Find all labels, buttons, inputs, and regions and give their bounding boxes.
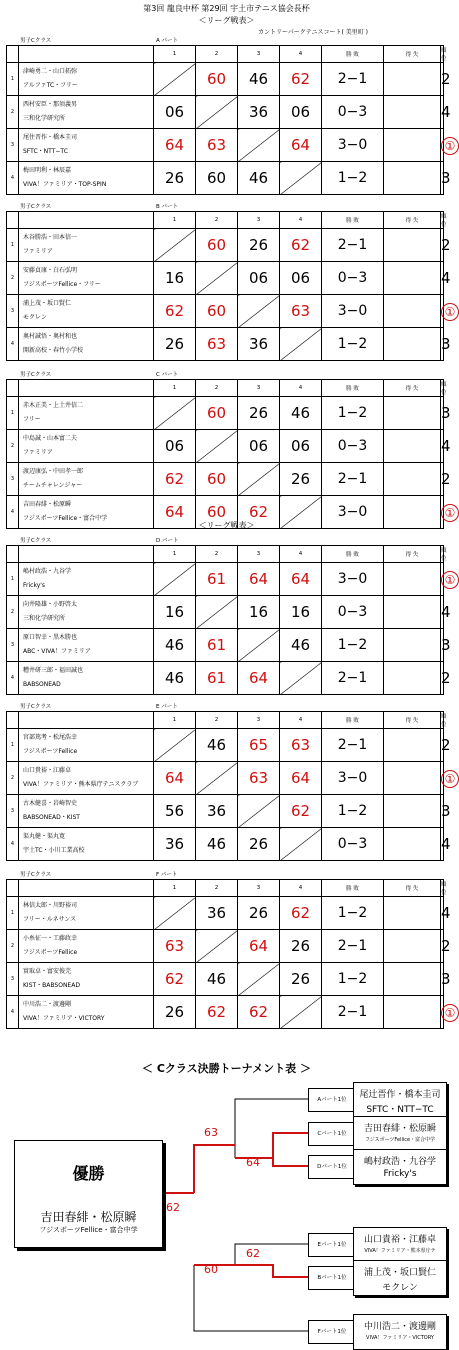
rank-value: 2 xyxy=(441,236,451,254)
player-names: 向井隆雄・小野啓太 xyxy=(23,601,78,608)
score-cell: 62 xyxy=(280,63,322,96)
header-lose: 得 失 xyxy=(384,46,441,63)
class-label: 男子Cクラス xyxy=(20,704,52,710)
record-cell: 2−1 xyxy=(322,63,384,96)
row-number: 4 xyxy=(7,162,19,195)
rank-value: ① xyxy=(441,1004,459,1022)
record-cell: 2−1 xyxy=(322,463,384,496)
header-col: 3 xyxy=(238,380,280,397)
score-cell: 62 xyxy=(196,996,238,1029)
score-cell: 63 xyxy=(196,129,238,162)
entry-names: 浦上茂・坂口賢仁 xyxy=(363,1268,436,1278)
row-number: 1 xyxy=(7,729,19,762)
score-cell: 26 xyxy=(280,463,322,496)
score-cell: 64 xyxy=(154,762,196,795)
score-cell: 16 xyxy=(154,262,196,295)
header-record: 勝 敗 xyxy=(322,880,384,897)
entry-team: VIVA！ファミリア・VICTORY xyxy=(366,1335,434,1341)
score-cell: 46 xyxy=(238,162,280,195)
pool-label: F パート xyxy=(156,872,178,878)
score-cell: 26 xyxy=(238,897,280,930)
score-cell: 06 xyxy=(238,262,280,295)
player-names: 奥村誠悟・奥村和也 xyxy=(23,333,78,340)
rank-value: 3 xyxy=(441,335,451,353)
score-cell: 64 xyxy=(280,563,322,596)
record-cell: 2−1 xyxy=(322,662,384,695)
header-lose: 得 失 xyxy=(384,212,441,229)
player-team: SFTC・NTT−TC xyxy=(23,148,68,155)
header-col: 2 xyxy=(196,880,238,897)
player-names: 中川浩二・渡邊剛 xyxy=(23,1001,72,1008)
score-cell: 61 xyxy=(196,563,238,596)
score-62-semi: 62 xyxy=(246,1247,260,1260)
score-cell: 06 xyxy=(154,96,196,129)
player-team: ABC・VIVA！ファミリア xyxy=(23,648,91,655)
record-cell: 1−2 xyxy=(322,328,384,361)
score-cell: 60 xyxy=(196,397,238,430)
player-team: フリー・ルネサンス xyxy=(23,916,77,923)
record-cell: 3−0 xyxy=(322,295,384,328)
entry-box xyxy=(353,1227,447,1263)
row-number: 2 xyxy=(7,596,19,629)
header-col: 2 xyxy=(196,212,238,229)
player-team: フジスポーツFellice xyxy=(23,949,78,956)
row-number: 3 xyxy=(7,963,19,996)
winner-box xyxy=(14,1140,163,1248)
player-team: VIVA！ファミリア・VICTORY xyxy=(23,1015,105,1022)
row-number: 2 xyxy=(7,262,19,295)
record-cell: 1−2 xyxy=(322,897,384,930)
row-number: 1 xyxy=(7,897,19,930)
player-names: 吉田春緋・松原瞬 xyxy=(23,501,72,508)
player-team: フジスポーツFellice・富合中学 xyxy=(23,515,108,522)
score-cell: 26 xyxy=(280,930,322,963)
tournament-title: ＜ Cクラス決勝トーナメント表 ＞ xyxy=(142,1062,311,1075)
player-names: 梅田明利・林辰嘉 xyxy=(23,167,72,174)
row-number: 1 xyxy=(7,63,19,96)
score-cell: 62 xyxy=(280,795,322,828)
header-rank: 順 位 xyxy=(441,880,444,897)
score-cell: 64 xyxy=(280,762,322,795)
score-cell: 60 xyxy=(196,162,238,195)
score-cell: 16 xyxy=(280,596,322,629)
score-60: 60 xyxy=(204,1263,218,1276)
class-label: 男子Cクラス xyxy=(20,872,52,878)
score-cell: 62 xyxy=(280,897,322,930)
player-names: 津崎勇二・山口拓弥 xyxy=(23,68,78,75)
header-rank: 順 位 xyxy=(441,380,444,397)
row-number: 3 xyxy=(7,129,19,162)
header-col: 3 xyxy=(238,546,280,563)
rank-value: 4 xyxy=(441,437,451,455)
pool-label: A パート xyxy=(156,38,179,44)
header-col: 4 xyxy=(280,712,322,729)
record-cell: 2−1 xyxy=(322,229,384,262)
player-team: チームチャレンジャー xyxy=(23,482,83,489)
entry-box xyxy=(353,1260,447,1296)
rank-value: ① xyxy=(441,303,459,321)
score-cell: 63 xyxy=(238,762,280,795)
rank-value: 4 xyxy=(441,269,451,287)
record-cell: 0−3 xyxy=(322,430,384,463)
player-names: 赤木正美・上土井信二 xyxy=(23,402,84,409)
score-cell: 46 xyxy=(196,729,238,762)
score-cell: 60 xyxy=(196,496,238,529)
league-label: ＜リーグ戦表＞ xyxy=(198,16,255,25)
row-number: 4 xyxy=(7,496,19,529)
score-cell: 60 xyxy=(196,295,238,328)
entry-names: 中川浩二・渡邊剛 xyxy=(363,1322,436,1332)
score-cell: 62 xyxy=(154,295,196,328)
record-cell: 3−0 xyxy=(322,762,384,795)
header-record: 勝 敗 xyxy=(322,46,384,63)
row-number: 4 xyxy=(7,996,19,1029)
record-cell: 0−3 xyxy=(322,828,384,861)
row-number: 2 xyxy=(7,762,19,795)
row-number: 4 xyxy=(7,662,19,695)
player-names: 西村安臣・那須義男 xyxy=(23,101,78,108)
rank-value: 3 xyxy=(441,404,451,422)
header-col: 4 xyxy=(280,46,322,63)
header-col: 2 xyxy=(196,546,238,563)
player-names: 安藤貞康・白石弘明 xyxy=(23,267,78,274)
record-cell: 2−1 xyxy=(322,996,384,1029)
entry-box xyxy=(353,1149,447,1185)
header-col: 3 xyxy=(238,712,280,729)
header-col: 2 xyxy=(196,712,238,729)
score-cell: 46 xyxy=(196,963,238,996)
entry-pool-label: Cパート1位 xyxy=(308,1122,356,1146)
score-cell: 56 xyxy=(154,795,196,828)
player-names: 實取卓・富安俊芫 xyxy=(23,968,72,975)
header-col: 4 xyxy=(280,380,322,397)
score-cell: 63 xyxy=(154,930,196,963)
entry-box xyxy=(353,1314,447,1350)
entry-team: Fricky's xyxy=(383,1169,417,1179)
score-cell: 64 xyxy=(280,129,322,162)
score-cell: 63 xyxy=(196,328,238,361)
score-cell: 26 xyxy=(154,162,196,195)
player-names: 渡辺康弘・中田孝一郎 xyxy=(23,468,84,475)
score-cell: 36 xyxy=(238,96,280,129)
rank-value: ① xyxy=(441,504,459,522)
score-cell: 60 xyxy=(196,63,238,96)
pool-label: B パート xyxy=(156,204,179,210)
header-lose: 得 失 xyxy=(384,880,441,897)
player-team: モクレン xyxy=(23,314,47,321)
score-cell: 64 xyxy=(238,563,280,596)
row-number: 1 xyxy=(7,563,19,596)
score-cell: 60 xyxy=(196,229,238,262)
record-cell: 1−2 xyxy=(322,963,384,996)
header-col: 1 xyxy=(154,546,196,563)
league-label-2: ＜リーグ戦表＞ xyxy=(198,521,255,530)
rank-value: 4 xyxy=(441,835,451,853)
score-cell: 46 xyxy=(280,629,322,662)
score-cell: 26 xyxy=(238,828,280,861)
winner-label: 優勝 xyxy=(72,1164,105,1183)
rank-value: 2 xyxy=(441,937,451,955)
header-col: 1 xyxy=(154,712,196,729)
header-col: 2 xyxy=(196,380,238,397)
entry-team: VIVA！ファミリア・熊本県庁テ xyxy=(364,1248,436,1254)
score-cell: 46 xyxy=(154,629,196,662)
entry-team: フジスポーツFellice・富合中学 xyxy=(364,1137,436,1143)
header-col: 3 xyxy=(238,880,280,897)
score-cell: 46 xyxy=(238,63,280,96)
player-team: アルファTC・フリー xyxy=(23,82,78,89)
entry-pool-label: Aパート1位 xyxy=(308,1088,356,1112)
player-team: BABSONEAD・KIST xyxy=(23,814,80,821)
score-cell: 26 xyxy=(154,996,196,1029)
page-title: 第3回 龍良中杯 第29回 宇土市テニス協会長杯 xyxy=(143,4,310,13)
rank-value: 4 xyxy=(441,904,451,922)
header-col: 2 xyxy=(196,46,238,63)
header-col: 3 xyxy=(238,46,280,63)
row-number: 3 xyxy=(7,295,19,328)
rank-value: 3 xyxy=(441,970,451,988)
row-number: 2 xyxy=(7,930,19,963)
score-cell: 61 xyxy=(196,629,238,662)
score-cell: 06 xyxy=(154,430,196,463)
entry-pool-label: Bパート1位 xyxy=(308,1266,356,1290)
score-cell: 16 xyxy=(154,596,196,629)
rank-value: 2 xyxy=(441,669,451,687)
row-number: 3 xyxy=(7,795,19,828)
rank-value: ① xyxy=(441,770,459,788)
score-cell: 26 xyxy=(238,397,280,430)
entry-pool-label: Dパート1位 xyxy=(308,1155,356,1179)
player-names: 糟井研三郎・福田誠也 xyxy=(23,667,84,674)
player-team: KIST・BABSONEAD xyxy=(23,982,80,989)
row-number: 1 xyxy=(7,229,19,262)
score-cell: 06 xyxy=(280,262,322,295)
player-names: 浦上茂・坂口賢仁 xyxy=(23,300,72,307)
score-cell: 62 xyxy=(154,963,196,996)
score-cell: 26 xyxy=(154,328,196,361)
header-rank: 順 位 xyxy=(441,546,444,563)
player-names: 木谷勝浩・田本信一 xyxy=(23,234,78,241)
class-label: 男子Cクラス xyxy=(20,38,52,44)
record-cell: 3−0 xyxy=(322,496,384,529)
entry-names: 尾辻晋作・橋本圭司 xyxy=(359,1090,441,1100)
header-col: 1 xyxy=(154,46,196,63)
header-rank: 順 位 xyxy=(441,212,444,229)
score-cell: 46 xyxy=(196,828,238,861)
class-label: 男子Cクラス xyxy=(20,538,52,544)
score-cell: 06 xyxy=(280,430,322,463)
score-cell: 63 xyxy=(280,295,322,328)
score-cell: 26 xyxy=(238,229,280,262)
header-lose: 得 失 xyxy=(384,546,441,563)
record-cell: 0−3 xyxy=(322,96,384,129)
header-col: 3 xyxy=(238,212,280,229)
score-cell: 62 xyxy=(238,996,280,1029)
player-team: 三和化学研究所 xyxy=(23,615,66,622)
score-cell: 64 xyxy=(154,129,196,162)
header-lose: 得 失 xyxy=(384,712,441,729)
score-cell: 60 xyxy=(196,463,238,496)
player-team: 宇土TC・小川工業高校 xyxy=(23,847,85,854)
header-col: 1 xyxy=(154,212,196,229)
venue-label: カントリーパークテニスコート( 美里町 ) xyxy=(258,29,368,36)
record-cell: 3−0 xyxy=(322,129,384,162)
player-names: 古木健喜・岩崎智史 xyxy=(23,800,78,807)
rank-value: 4 xyxy=(441,603,451,621)
score-cell: 64 xyxy=(154,496,196,529)
entry-box xyxy=(353,1082,447,1118)
player-team: VIVA！ファミリア・TOP-SPIN xyxy=(23,181,107,188)
player-team: フリー xyxy=(23,416,41,423)
player-names: 原口智幸・黒木勝也 xyxy=(23,634,78,641)
record-cell: 1−2 xyxy=(322,162,384,195)
score-cell: 62 xyxy=(154,463,196,496)
score-cell: 46 xyxy=(154,662,196,695)
rank-value: 2 xyxy=(441,70,451,88)
player-team: Fricky's xyxy=(23,582,46,589)
header-col: 1 xyxy=(154,380,196,397)
row-number: 4 xyxy=(7,328,19,361)
score-cell: 64 xyxy=(238,930,280,963)
header-rank: 順 位 xyxy=(441,712,444,729)
rank-value: ① xyxy=(441,137,459,155)
player-team: ファミリア xyxy=(23,449,53,456)
rank-value: ① xyxy=(441,571,459,589)
header-lose: 得 失 xyxy=(384,380,441,397)
score-cell: 46 xyxy=(280,397,322,430)
row-number: 3 xyxy=(7,463,19,496)
player-names: 山口貴裕・江藤卓 xyxy=(23,767,72,774)
score-cell: 61 xyxy=(196,662,238,695)
player-names: 中島誠・山本富二夫 xyxy=(23,435,78,442)
score-cell: 36 xyxy=(196,795,238,828)
header-col: 4 xyxy=(280,212,322,229)
rank-value: 3 xyxy=(441,802,451,820)
header-rank: 順 位 xyxy=(441,46,444,63)
score-cell: 36 xyxy=(154,828,196,861)
row-number: 2 xyxy=(7,430,19,463)
score-cell: 63 xyxy=(280,729,322,762)
record-cell: 0−3 xyxy=(322,262,384,295)
rank-value: 3 xyxy=(441,636,451,654)
pool-label: E パート xyxy=(156,704,178,710)
entry-names: 嶋村政浩・九谷学 xyxy=(363,1157,436,1167)
row-number: 2 xyxy=(7,96,19,129)
header-record: 勝 敗 xyxy=(322,380,384,397)
winner-names: 吉田春緋・松原瞬 xyxy=(40,1210,137,1224)
player-team: ファミリア xyxy=(23,248,53,255)
entry-pool-label: Fパート1位 xyxy=(308,1320,356,1344)
player-names: 林信太郎・川野裕司 xyxy=(23,902,78,909)
row-number: 1 xyxy=(7,397,19,430)
rank-value: 2 xyxy=(441,736,451,754)
record-cell: 0−3 xyxy=(322,596,384,629)
rank-value: 2 xyxy=(441,470,451,488)
rank-value: 3 xyxy=(441,169,451,187)
row-number: 3 xyxy=(7,629,19,662)
record-cell: 3−0 xyxy=(322,563,384,596)
player-team: VIVA！ファミリア・熊本県庁テニスクラブ xyxy=(23,781,139,788)
entry-team: モクレン xyxy=(382,1283,418,1293)
score-cell: 26 xyxy=(280,963,322,996)
player-names: 嶋村政浩・九谷学 xyxy=(23,568,72,575)
header-record: 勝 敗 xyxy=(322,546,384,563)
class-label: 男子Cクラス xyxy=(20,204,52,210)
entry-names: 山口貴裕・江藤卓 xyxy=(363,1235,436,1245)
header-record: 勝 敗 xyxy=(322,712,384,729)
record-cell: 1−2 xyxy=(322,397,384,430)
score-64: 64 xyxy=(246,1156,260,1169)
score-62-final: 62 xyxy=(166,1201,180,1214)
pool-label: D パート xyxy=(156,538,179,544)
pool-label: C パート xyxy=(156,372,179,378)
score-cell: 16 xyxy=(238,596,280,629)
rank-value: 4 xyxy=(441,103,451,121)
entry-pool-label: Eパート1位 xyxy=(308,1233,356,1257)
score-cell: 06 xyxy=(238,430,280,463)
record-cell: 2−1 xyxy=(322,729,384,762)
entry-names: 吉田春緋・松原瞬 xyxy=(363,1124,436,1134)
header-col: 4 xyxy=(280,880,322,897)
record-cell: 1−2 xyxy=(322,795,384,828)
entry-box xyxy=(353,1116,447,1152)
record-cell: 2−1 xyxy=(322,930,384,963)
player-team: 開新高校・春竹小学校 xyxy=(23,347,84,354)
header-col: 4 xyxy=(280,546,322,563)
header-col: 1 xyxy=(154,880,196,897)
score-cell: 65 xyxy=(238,729,280,762)
score-cell: 62 xyxy=(238,496,280,529)
player-team: フジスポーツFellice・フリー xyxy=(23,281,101,288)
player-team: BABSONEAD xyxy=(23,681,61,688)
score-cell: 36 xyxy=(196,897,238,930)
player-names: 尾住晋作・橋本圭司 xyxy=(23,134,78,141)
player-team: 三和化学研究所 xyxy=(23,115,66,122)
header-record: 勝 敗 xyxy=(322,212,384,229)
winner-team: フジスポーツFellice・富合中学 xyxy=(39,1226,138,1234)
score-cell: 62 xyxy=(280,229,322,262)
player-names: 渠丸健・渠丸寛 xyxy=(23,833,66,840)
record-cell: 1−2 xyxy=(322,629,384,662)
player-team: フジスポーツFellice xyxy=(23,748,78,755)
class-label: 男子Cクラス xyxy=(20,372,52,378)
entry-team: SFTC・NTT−TC xyxy=(366,1105,434,1115)
score-cell: 64 xyxy=(238,662,280,695)
score-cell: 06 xyxy=(280,96,322,129)
row-number: 4 xyxy=(7,828,19,861)
player-names: 小糸征一・工藤政幸 xyxy=(23,935,78,942)
player-names: 宮部篤考・松尾浩幸 xyxy=(23,734,78,741)
score-63: 63 xyxy=(204,1126,218,1139)
score-cell: 36 xyxy=(238,328,280,361)
